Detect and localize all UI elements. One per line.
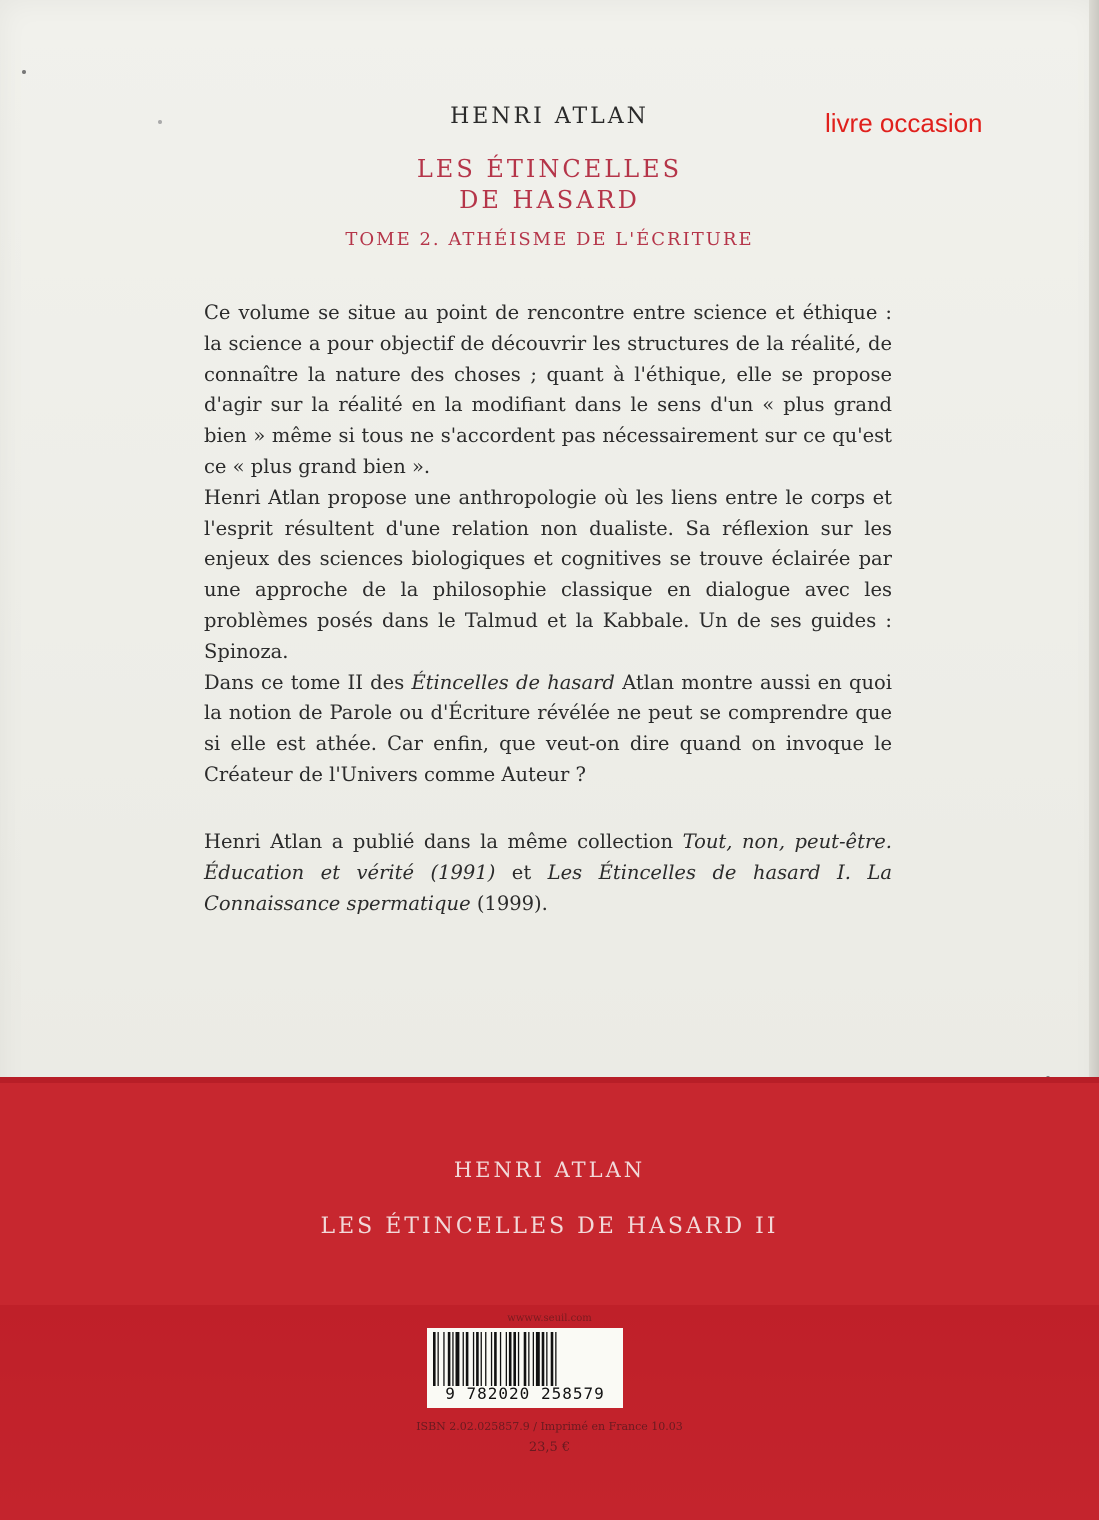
barcode-bar xyxy=(533,1332,534,1386)
barcode-bar xyxy=(448,1332,451,1386)
barcode-bar xyxy=(513,1332,516,1386)
isbn-line: ISBN 2.02.025857.9 / Imprimé en France 10.03 xyxy=(416,1420,683,1433)
barcode-bar xyxy=(555,1332,556,1386)
barcode-bar xyxy=(452,1332,453,1386)
barcode-bar xyxy=(443,1332,444,1386)
barcode-bar xyxy=(551,1332,554,1386)
book-subtitle: TOME 2. ATHÉISME DE L'ÉCRITURE xyxy=(345,229,754,250)
publisher-url: wwww.seuil.com xyxy=(507,1313,592,1324)
barcode-bar xyxy=(506,1332,507,1386)
blurb-paragraph-2: Henri Atlan propose une anthropologie où les liens entre le corps et l'esprit résultent d'une relation non dualiste. Sa réflexion sur les enjeux des sciences biologiques et cognitives se trouve éclairée par une approche de la philosophie classique en dialogue avec les problèmes posés dans le Talmud et la Kabbale. Un de ses guides : Spinoza. xyxy=(204,485,892,663)
author-bibliography xyxy=(204,827,892,919)
band-book-title: LES ÉTINCELLES DE HASARD II xyxy=(320,1214,779,1239)
text-run: et xyxy=(495,860,548,884)
barcode-bar xyxy=(485,1332,486,1386)
text-run: Atlan montre aussi en quoi la notion de Parole ou d'Écriture révélée ne peut se comprendre que si elle est athée. Car enfin, que veut-on dire quand on invoque le Créateur de l'Univers comme Auteur ? xyxy=(204,670,893,786)
barcode-bar xyxy=(463,1332,464,1386)
blurb-paragraph-3 xyxy=(204,668,892,791)
barcode-bar xyxy=(456,1332,460,1386)
barcode-bar xyxy=(500,1332,501,1386)
barcode-bar xyxy=(481,1332,482,1386)
bibliography-paragraph xyxy=(204,827,892,919)
blurb-paragraph-1: Ce volume se situe au point de rencontre entre science et éthique : la science a pour objectif de découvrir les structures de la réalité, de connaître la nature des choses ; quant à l'éthique, elle se propose d'agir sur la réalité en la modifiant dans le sens d'un « plus grand bien » même si tous ne s'accordent pas nécessairement sur ce qu'est ce « plus grand bien ». xyxy=(204,301,892,478)
book-title-line2: DE HASARD xyxy=(459,186,640,214)
barcode-bar xyxy=(473,1332,474,1386)
used-book-label: livre occasion xyxy=(825,108,983,138)
barcode-bar xyxy=(542,1332,545,1386)
book-title-line1: LES ÉTINCELLES xyxy=(416,155,683,183)
barcode-bar xyxy=(528,1332,529,1386)
text-run: Dans ce tome II des xyxy=(204,670,412,694)
italic-title: Les Étincelles de hasard I. La Connaissance spermatique xyxy=(204,860,892,915)
barcode-bar xyxy=(524,1332,527,1386)
italic-title: Tout, non, peut-être. Éducation et vérité (1991) xyxy=(204,830,892,884)
barcode-bar xyxy=(509,1332,512,1386)
barcode-bar xyxy=(518,1332,519,1386)
barcode-bar xyxy=(536,1332,540,1386)
barcode-bar xyxy=(476,1332,479,1386)
barcode-number: 9 782020 258579 xyxy=(445,1384,605,1403)
text-run: Henri Atlan a publié dans la même collection xyxy=(204,830,683,853)
price: 23,5 € xyxy=(528,1440,571,1455)
barcode-bar xyxy=(466,1332,469,1386)
barcode-bars xyxy=(433,1332,617,1386)
barcode-bar xyxy=(438,1332,439,1386)
red-band xyxy=(0,1077,1099,1305)
dust-speck xyxy=(22,70,26,74)
barcode-bar xyxy=(491,1332,492,1386)
blurb-text xyxy=(204,298,892,791)
italic-title: Étincelles de hasard xyxy=(411,670,615,694)
barcode-bar xyxy=(494,1332,497,1386)
band-author-name: HENRI ATLAN xyxy=(453,1158,646,1182)
barcode-bar xyxy=(433,1332,436,1386)
text-run: (1999). xyxy=(470,891,548,915)
red-band-edge xyxy=(0,1077,1099,1083)
barcode xyxy=(427,1328,623,1408)
barcode-bar xyxy=(546,1332,547,1386)
author-name: HENRI ATLAN xyxy=(450,104,649,129)
